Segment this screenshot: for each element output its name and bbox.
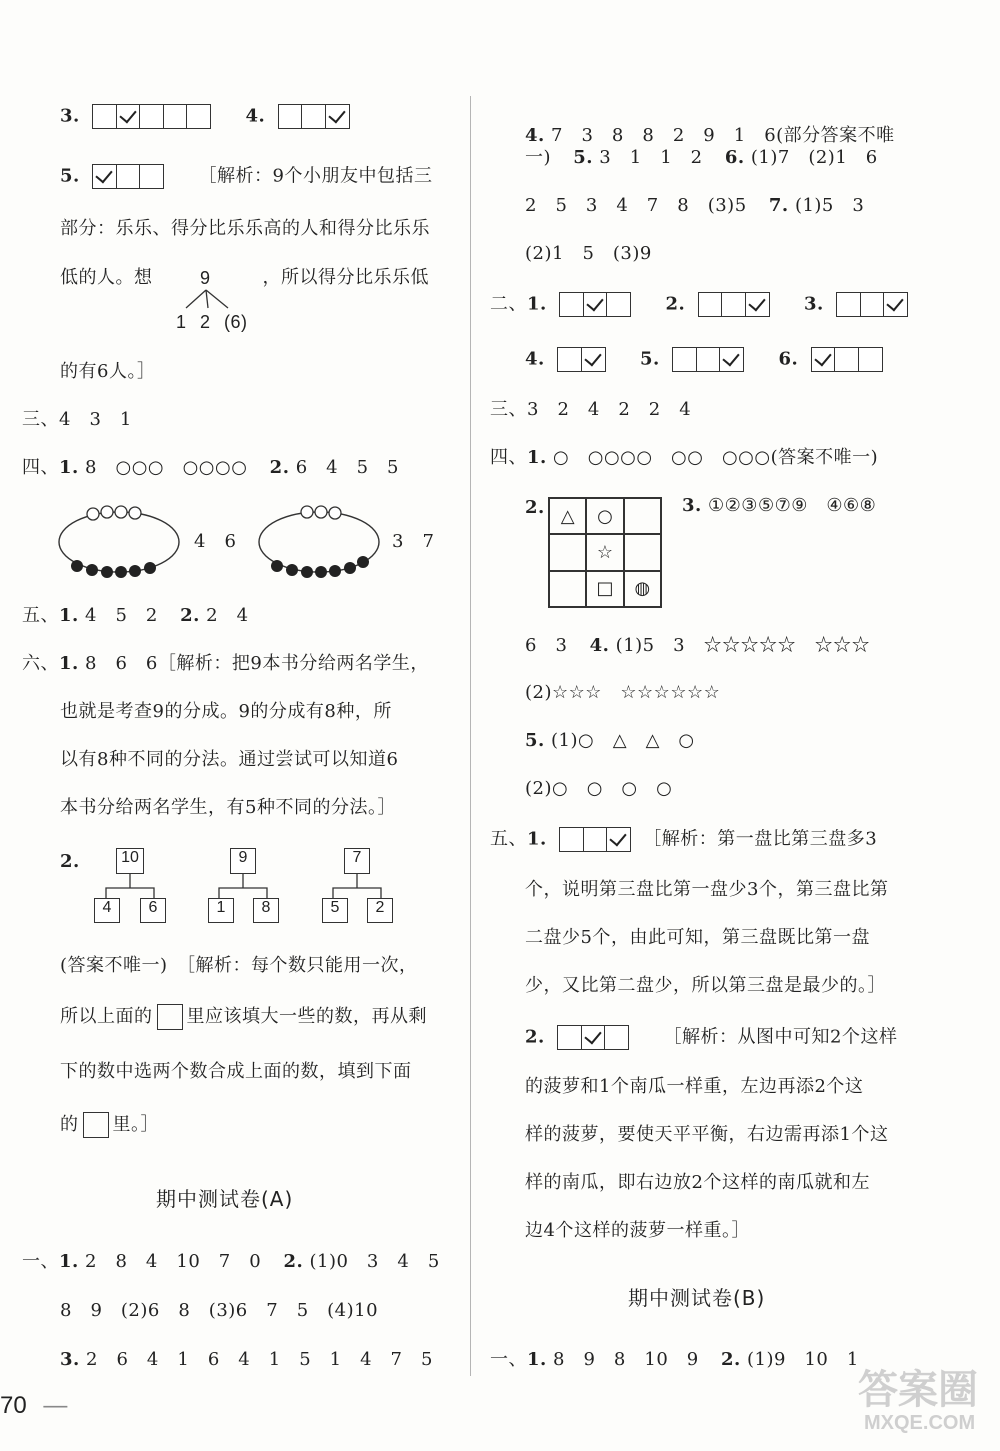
check-mark-box [92,164,117,189]
answer-box [301,104,326,129]
text-line: 低的人。想 ，所以得分比乐乐低 [60,267,429,288]
text-line: 的 里。］ [60,1112,159,1138]
text-line: 个，说明第三盘比第一盘少3个，第三盘比第 [525,879,889,900]
section-five: 五、1. ［解析：第一盘比第三盘多3 [490,827,877,852]
answer-box [186,104,211,129]
answer-box [721,292,746,317]
text-line: 部分：乐乐、得分比乐乐高的人和得分比乐乐 [60,218,430,239]
answer-box [698,292,723,317]
text-line: 样的菠萝，要使天平平衡，右边需再添1个这 [525,1124,889,1145]
checkbox-group [698,292,770,317]
answer-box [116,164,141,189]
answer-box [559,827,584,852]
grid-cell [624,534,661,570]
check-mark-box [581,1025,606,1050]
tree-top-number: 9 [200,268,211,288]
grid-cell: △ [549,498,586,534]
grid-cell [549,571,586,607]
answer-box [696,347,721,372]
text-line: 边4个这样的菠萝一样重。］ [525,1220,750,1241]
answer-box [559,292,584,317]
check-mark-box [719,347,744,372]
checkbox-group [557,347,606,372]
answer-box [583,827,608,852]
shape-grid [548,497,662,608]
text-line: (2)☆☆☆ ☆☆☆☆☆☆ [525,682,721,703]
grid-cell: ☆ [586,534,623,570]
blank-box [157,1004,183,1030]
text-line: 的有6人。］ [60,361,156,382]
check-mark-box [811,347,836,372]
section-five: 五、1. 4 5 2 2. 2 4 [22,605,249,626]
answer-line: 3. 2 6 4 1 6 4 1 5 1 4 7 5 [60,1349,433,1370]
bead-ring-drawing-1 [55,500,185,582]
split-lines [327,874,387,900]
section-three: 三、3 2 4 2 2 4 [490,399,692,420]
answer-line: 一、1. 8 9 8 10 9 2. (1)9 10 1 [490,1349,859,1370]
text-line: 以有8种不同的分法。通过尝试可以知道6 [60,749,399,770]
abacus-numbers: 4 6 [194,531,237,552]
text-line: (2)○ ○ ○ ○ [525,778,673,799]
text-line: 二盘少5个，由此可知，第三盘既比第一盘 [525,927,870,948]
section-heading: 期中测试卷(A) [156,1187,294,1211]
answer-box [139,164,164,189]
checkbox-group [836,292,908,317]
tree-right-number: (6) [224,312,248,332]
answer-box [672,347,697,372]
checkbox-group [559,827,631,852]
answer-box [557,1025,582,1050]
checkbox-group [672,347,744,372]
grid-cell [624,498,661,534]
answer-line: 4. 7 3 8 8 2 9 1 6(部分答案不唯 [525,125,895,146]
text-line: 的菠萝和1个南瓜一样重，左边再添2个这 [525,1076,864,1097]
checkbox-group [92,104,211,129]
answer-box [278,104,303,129]
answer-line: 5. ［解析：9个小朋友中包括三 [60,164,432,189]
text-line: 样的南瓜，即右边放2个这样的南瓜就和左 [525,1172,870,1193]
section-four: 四、1. 8 ○○○ ○○○○ 2. 6 4 5 5 [22,457,400,478]
text-line: 少，又比第二盘少，所以第三盘是最少的。］ [525,975,886,996]
answer-box [858,347,883,372]
answer-line: 一) 5. 3 1 1 2 6. (1)7 (2)1 6 [525,147,878,168]
grid-cell: □ [586,571,623,607]
answer-line: 3. 4. [60,104,356,129]
bead-ring-drawing-2 [255,500,385,582]
tree-mid-number: 2 [200,312,211,332]
text-line: (2)1 5 (3)9 [525,243,652,264]
checkbox-group [92,164,164,189]
answer-line: 5. (1)○ △ △ ○ [525,730,695,751]
answer-line: 一、1. 2 8 4 10 7 0 2. (1)0 3 4 5 [22,1251,440,1272]
text-line: 下的数中选两个数合成上面的数，填到下面 [60,1061,412,1082]
check-mark-box [325,104,350,129]
answer-box [92,104,117,129]
question-label: 2. [60,851,80,872]
text-line: 8 9 (2)6 8 (3)6 7 5 (4)10 [60,1300,379,1321]
answer-box [860,292,885,317]
checkbox-group [559,292,631,317]
answer-line: 3. ①②③⑤⑦⑨ ④⑥⑧ [682,495,877,516]
split-lines [100,874,160,900]
text-line: 所以上面的 里应该填大一些的数，再从剩 [60,1004,427,1030]
check-mark-box [581,347,606,372]
page-number: 70 — [0,1392,68,1419]
watermark: 答案圈 MXQE.COM [858,1368,978,1434]
text-line: (答案不唯一) ［解析：每个数只能用一次， [60,955,418,976]
answer-box [606,292,631,317]
checkbox-group [278,104,350,129]
answer-box [604,1025,629,1050]
grid-cell: ○ [586,498,623,534]
answer-box [557,347,582,372]
check-mark-box [606,827,631,852]
checkbox-group [557,1025,629,1050]
section-six: 六、1. 8 6 6［解析：把9本书分给两名学生， [22,653,429,674]
section-heading: 期中测试卷(B) [628,1286,766,1310]
check-mark-box [745,292,770,317]
section-three: 三、4 3 1 [22,409,132,430]
split-lines [180,288,240,312]
text-line: 本书分给两名学生，有5种不同的分法。］ [60,797,396,818]
answer-box [836,292,861,317]
answer-line: 2. ［解析：从图中可知2个这样 [525,1025,897,1050]
section-two: 二、1. 2. 3. [490,292,914,317]
grid-cell [549,534,586,570]
answer-line: 2 5 3 4 7 8 (3)5 7. (1)5 3 [525,195,865,216]
answer-line: 6 3 4. (1)5 3 ☆☆☆☆☆ ☆☆☆ [525,635,871,656]
split-lines [213,874,273,900]
text-line: 也就是考查9的分成。9的分成有8种，所 [60,701,392,722]
checkbox-group [811,347,883,372]
answer-box [139,104,164,129]
answer-box [163,104,188,129]
abacus-numbers: 3 7 [392,531,435,552]
tree-left-number: 1 [176,312,187,332]
answer-box [834,347,859,372]
column-divider [470,96,471,1376]
check-mark-box [116,104,141,129]
check-mark-box [583,292,608,317]
check-mark-box [883,292,908,317]
section-four: 四、1. ○ ○○○○ ○○ ○○○(答案不唯一) [490,447,879,468]
grid-cell: ◍ [624,571,661,607]
question-label: 2. [525,497,545,518]
blank-box [83,1112,109,1138]
answer-line: 4. 5. 6. [525,347,889,372]
